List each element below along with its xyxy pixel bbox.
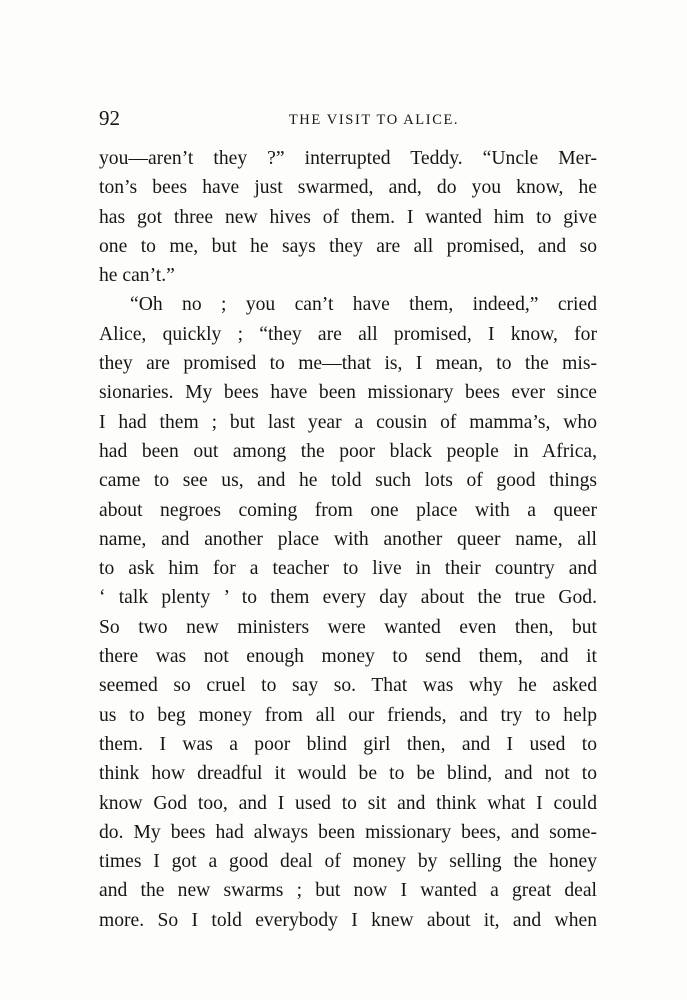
body-text [99, 144, 597, 935]
text-line: know God too, and I used to sit and think what I could [99, 792, 597, 814]
text-line: sionaries. My bees have been missionary bees ever since [99, 382, 597, 404]
text-line: times I got a good deal of money by selling the honey [99, 851, 597, 873]
text-line: do. My bees had always been missionary bees, and some- [99, 821, 597, 843]
text-line: more. So I told everybody I knew about it, and when [99, 909, 597, 931]
text-line: one to me, but he says they are all promised, and so [99, 235, 597, 257]
text-line: has got three new hives of them. I wanted him to give [99, 206, 597, 228]
text-line: So two new ministers were wanted even then, but [99, 616, 597, 638]
text-line: they are promised to me—that is, I mean, to the mis- [99, 353, 597, 375]
text-line: seemed so cruel to say so. That was why he asked [99, 675, 597, 697]
text-line: name, and another place with another queer name, all [99, 528, 597, 550]
text-line: “Oh no ; you can’t have them, indeed,” cried [130, 294, 597, 316]
text-line: about negroes coming from one place with a queer [99, 499, 597, 521]
text-line: came to see us, and he told such lots of good things [99, 470, 597, 492]
text-line: to ask him for a teacher to live in their country and [99, 558, 597, 580]
text-line: us to beg money from all our friends, and try to help [99, 704, 597, 726]
text-line: ‘ talk plenty ’ to them every day about the true God. [99, 587, 597, 609]
text-line: and the new swarms ; but now I wanted a great deal [99, 880, 597, 902]
text-line: he can’t.” [99, 265, 175, 287]
text-line: I had them ; but last year a cousin of mamma’s, who [99, 411, 597, 433]
text-line: ton’s bees have just swarmed, and, do you know, he [99, 177, 597, 199]
text-line: you—aren’t they ?” interrupted Teddy. “Uncle Mer- [99, 148, 597, 169]
text-line: Alice, quickly ; “they are all promised, I know, for [99, 323, 597, 345]
running-head [99, 104, 597, 132]
text-line: think how dreadful it would be to be blind, and not to [99, 763, 597, 785]
page-number: 92 [99, 106, 120, 130]
text-line: had been out among the poor black people in Africa, [99, 440, 597, 462]
text-line: them. I was a poor blind girl then, and I used to [99, 733, 597, 755]
text-line: there was not enough money to send them, and it [99, 646, 597, 668]
running-title: THE VISIT TO ALICE. [288, 112, 460, 128]
